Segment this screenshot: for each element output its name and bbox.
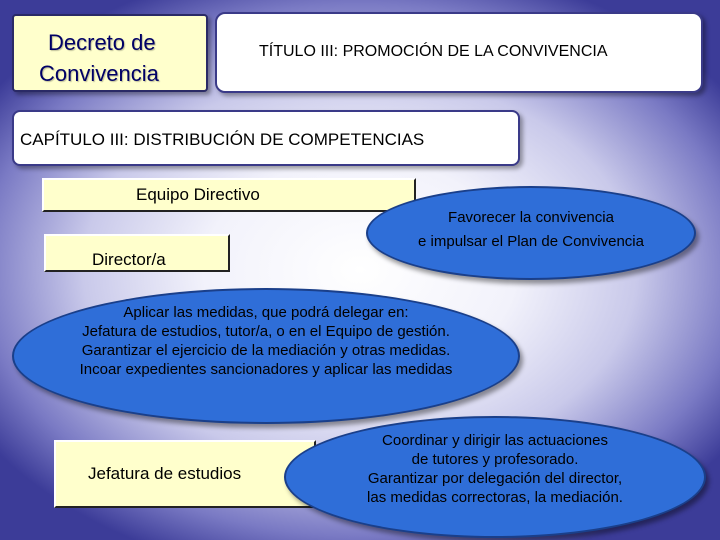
aplicar-ellipse xyxy=(12,288,520,424)
favorecer-line: Favorecer la convivencia xyxy=(448,209,614,226)
aplicar-line: Aplicar las medidas, que podrá delegar en: xyxy=(123,304,409,321)
equipo-directivo-label: Equipo Directivo xyxy=(136,185,260,204)
director-label: Director/a xyxy=(92,250,166,269)
capitulo-text: CAPÍTULO III: DISTRIBUCIÓN DE COMPETENCIAS xyxy=(20,130,425,149)
capitulo-box xyxy=(12,110,520,166)
coordinar-line: de tutores y profesorado. xyxy=(411,451,579,468)
decreto-title-line2: Convivencia xyxy=(39,61,159,86)
coordinar-line: las medidas correctoras, la mediación. xyxy=(367,489,623,506)
titulo-box xyxy=(215,12,703,93)
director-box xyxy=(44,234,230,272)
favorecer-ellipse xyxy=(366,186,696,280)
coordinar-line: Coordinar y dirigir las actuaciones xyxy=(382,432,608,449)
decreto-title-line1: Decreto de xyxy=(48,30,156,55)
jefatura-box xyxy=(54,440,316,508)
titulo-text: TÍTULO III: PROMOCIÓN DE LA CONVIVENCIA xyxy=(259,43,608,60)
favorecer-line: e impulsar el Plan de Convivencia xyxy=(418,233,644,250)
coordinar-ellipse xyxy=(284,416,706,538)
aplicar-line: Incoar expedientes sancionadores y aplicar las medidas xyxy=(79,361,453,378)
jefatura-label: Jefatura de estudios xyxy=(88,464,242,483)
coordinar-line: Garantizar por delegación del director, xyxy=(367,470,623,487)
decreto-title-box xyxy=(12,14,208,92)
equipo-directivo-box xyxy=(42,178,416,212)
aplicar-line: Jefatura de estudios, tutor/a, o en el Equipo de gestión. xyxy=(82,323,450,340)
aplicar-line: Garantizar el ejercicio de la mediación y otras medidas. xyxy=(81,342,451,359)
